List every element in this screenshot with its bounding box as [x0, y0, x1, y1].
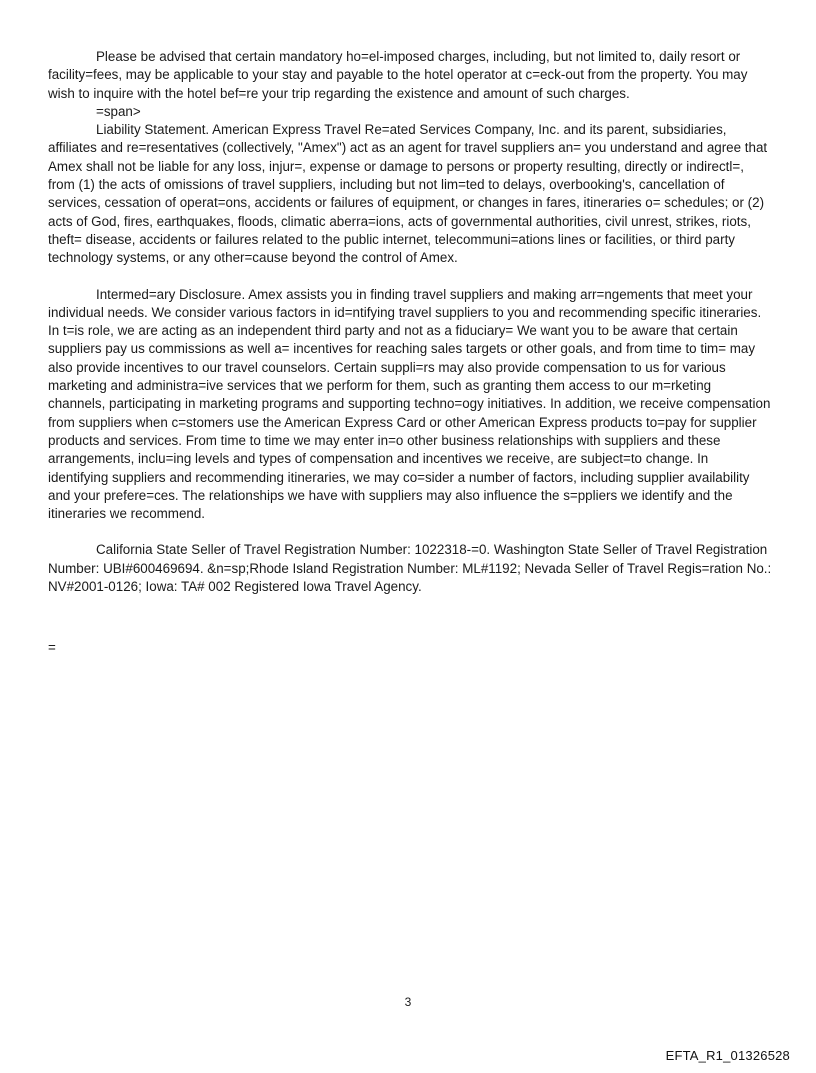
- liability-statement-paragraph: Liability Statement. American Express Travel Re=ated Services Company, Inc. and its parent, subsidiaries, affiliates and re=resentatives (collectively, "Amex") act as an agent for travel suppliers an= you understand and agree that Amex shall not be liable for any loss, injur=, expense or damage to persons or property resulting, directly or indirectl=, from (1) the acts of omissions of travel suppliers, including but not lim=ted to delays, overbooking's, cancellation of services, cessation of operat=ons, accidents or failures of equipment, or changes in fares, itineraries o= schedules; or (2) acts of God, fires, earthquakes, floods, climatic aberra=ions, acts of governmental authorities, civil unrest, strikes, riots, theft= disease, accidents or failures related to the public internet, telecommuni=ations lines or facilities, or third party technology systems, or any other=cause beyond the control of Amex.: [48, 122, 768, 266]
- body-text: [48, 48, 772, 596]
- page-number: 3: [404, 995, 412, 1009]
- stray-span-markup: =span>: [96, 103, 141, 119]
- seller-of-travel-registration-paragraph: California State Seller of Travel Registration Number: 1022318-=0. Washington State Seller of Travel Registration Number: UBI#600469694. &n=sp;Rhode Island Registration Number: ML#1192; Nevada Seller of Travel Regis=ration No.: NV#2001-0126; Iowa: TA# 002 Registered Iowa Travel Agency.: [48, 542, 772, 595]
- trailing-equals-mark: =: [48, 640, 56, 655]
- intermediary-disclosure-paragraph: Intermed=ary Disclosure. Amex assists you in finding travel suppliers and making arr=ngements that meet your individual needs. We consider various factors in id=ntifying travel suppliers to you and recommending specific itineraries. In t=is role, we are acting as an independent third party and not as a fiduciary= We want you to be aware that certain suppliers pay us commissions as well a= incentives for reaching sales targets or other goals, and from time to tim= may also provide incentives to our travel counselors. Certain suppli=rs may also provide compensation to us for various marketing and administra=ive services that we perform for them, such as granting them access to our m=rketing channels, participating in marketing programs and supporting techno=ogy initiatives. In addition, we receive compensation from suppliers when c=stomers use the American Express Card or other American Express products to=pay for supplier products and services. From time to time we may enter in=o other business relationships with suppliers and these arrangements, inclu=ing levels and types of compensation and incentives we receive, are subject=to change. In identifying suppliers and recommending itineraries, we may co=sider a number of factors, including supplier availability and your prefere=ces. The relationships we have with suppliers may also influence the s=ppliers we identify and the itineraries we recommend.: [48, 286, 771, 522]
- hotel-charges-paragraph: Please be advised that certain mandatory ho=el-imposed charges, including, but not limited to, daily resort or facility=fees, may be applicable to your stay and payable to the hotel operator at c=eck-out from the property. You may wish to inquire with the hotel bef=re your trip regarding the existence and amount of such charges.: [48, 49, 748, 101]
- document-id-stamp: EFTA_R1_01326528: [665, 1048, 790, 1063]
